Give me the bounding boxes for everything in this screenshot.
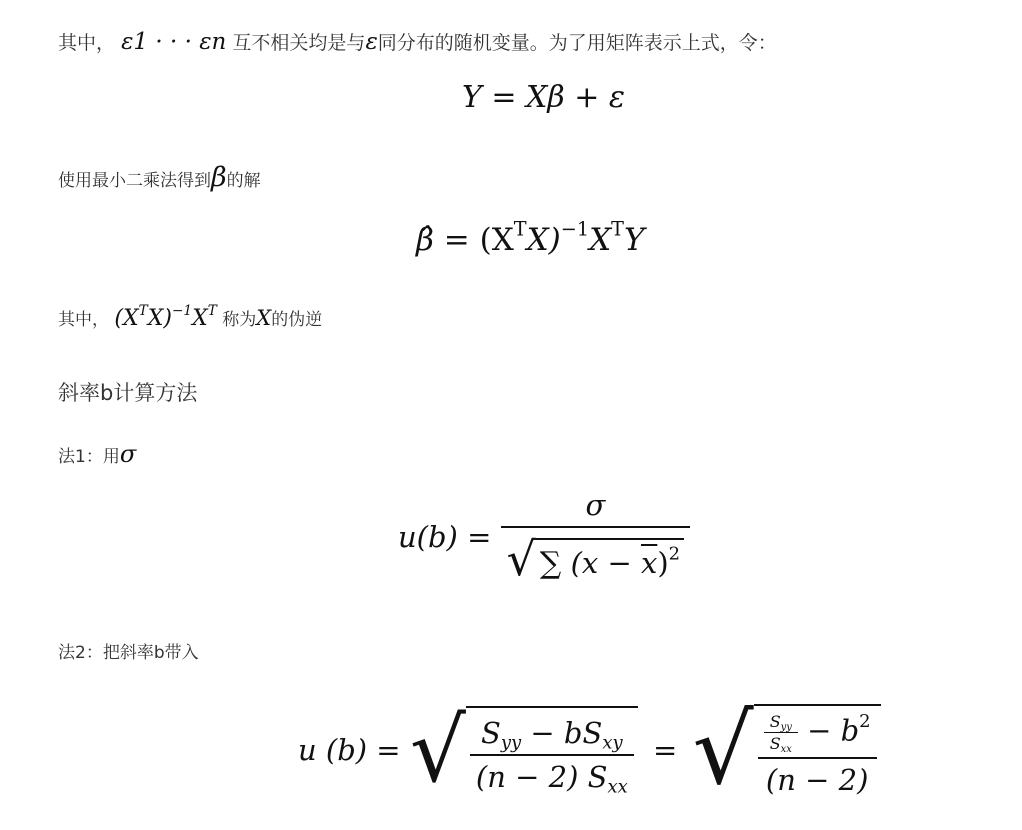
beta-hat-x: X: [589, 222, 612, 258]
u-s-equals: =: [652, 733, 678, 767]
u-sigma-fraction: [501, 488, 690, 586]
pseudo-inverse-line: [58, 302, 323, 331]
beta-hat-y: Y: [623, 222, 645, 258]
equation-model-text: Y = Xβ + ε: [462, 80, 626, 115]
pseudo-text: 称为: [222, 310, 257, 330]
least-squares-suffix: 的解: [226, 171, 261, 191]
epsilon-symbol: ε: [365, 29, 378, 55]
method1-label: 法1：用: [58, 447, 120, 467]
intro-middle: 互不相关均是与: [232, 32, 366, 54]
u-s-lhs: u (b) =: [298, 733, 401, 767]
epsilon-sequence: ε1 · · · εn: [121, 29, 227, 55]
intro-suffix: 同分布的随机变量。为了用矩阵表示上式，令：: [377, 32, 777, 54]
u-sigma-numerator: σ: [501, 488, 690, 528]
intro-line: [58, 28, 777, 55]
least-squares-text: 使用最小二乘法得到: [58, 171, 211, 191]
equation-u-sigma: [398, 488, 690, 586]
equation-u-s: [298, 694, 881, 806]
pseudo-var: X: [256, 306, 272, 330]
beta-hat: β̂: [416, 222, 434, 258]
slope-heading: 斜率b计算方法: [58, 381, 198, 405]
method2-line: 法2：把斜率b带入: [58, 643, 199, 663]
equation-beta-hat: [416, 217, 645, 258]
pseudo-expr: $(X^TX)^{-1}X^T$: [114, 302, 217, 331]
beta-hat-mid: X): [526, 222, 561, 258]
sqrt-right: √ $\frac{S_{yy}}{S_{xx}}$ − $b^2$ (n − 2): [693, 694, 881, 806]
inverse-exp: −1: [560, 217, 590, 241]
sigma-symbol: σ: [119, 440, 137, 468]
left-fraction: $\frac{S_{yy} - bS_{xy}}{(n - 2) S_{xx}}$: [470, 716, 634, 794]
u-sigma-denominator: [501, 528, 690, 586]
sqrt-sum: √ ∑ $(x - \overline{x})^2$: [507, 532, 684, 586]
least-squares-line: [58, 162, 261, 193]
right-fraction: $\frac{S_{yy}}{S_{xx}}$ − $b^2$ (n − 2): [758, 712, 877, 797]
sqrt-left: √ $\frac{S_{yy} - bS_{xy}}{(n - 2) S_{xx}}$: [410, 699, 638, 802]
equation-model: [462, 80, 625, 115]
intro-prefix: 其中，: [58, 32, 116, 54]
transpose-1: T: [513, 217, 527, 241]
inner-fraction: $\frac{S_{yy}}{S_{xx}}$: [764, 712, 798, 753]
method1-line: [58, 440, 136, 468]
transpose-2: T: [611, 217, 624, 241]
beta-hat-rhs-open: = (X: [443, 222, 514, 258]
beta-symbol: β: [211, 162, 227, 193]
u-sigma-lhs: u(b) =: [398, 520, 492, 554]
pseudo-prefix: 其中，: [58, 310, 109, 330]
pseudo-suffix: 的伪逆: [271, 310, 323, 330]
